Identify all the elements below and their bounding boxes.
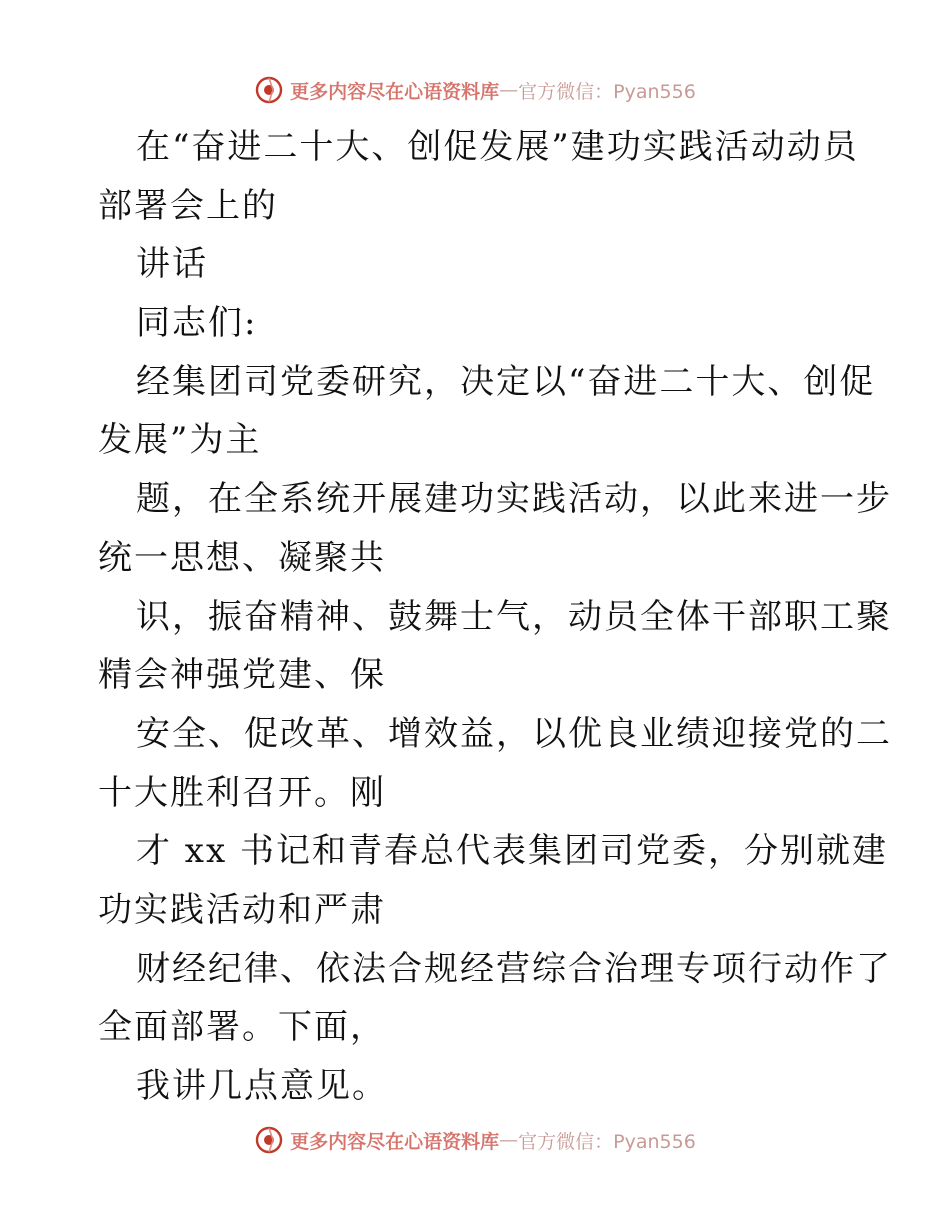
logo-icon bbox=[254, 1125, 284, 1155]
body-line: 题，在全系统开展建功实践活动，以此来进一步 bbox=[136, 479, 892, 520]
header-watermark bbox=[0, 70, 950, 110]
body-line: 安全、促改革、增效益，以优良业绩迎接党的二 bbox=[136, 713, 892, 754]
body-line: 功实践活动和严肃 bbox=[98, 889, 386, 930]
body-line: 识，振奋精神、鼓舞士气，动员全体干部职工聚 bbox=[136, 596, 892, 637]
logo-icon bbox=[254, 75, 284, 105]
footer-watermark-main: 更多内容尽在心语资料库 bbox=[290, 1130, 500, 1153]
body-line: 部署会上的 bbox=[98, 185, 278, 226]
footer-watermark-sub: 官方微信：Pyan556 bbox=[518, 1130, 696, 1153]
header-watermark-main: 更多内容尽在心语资料库 bbox=[290, 80, 500, 103]
footer-watermark bbox=[0, 1120, 950, 1160]
body-line: 经集团司党委研究，决定以“奋进二十大、创促 bbox=[136, 361, 876, 402]
body-line: 精会神强党建、保 bbox=[98, 655, 386, 696]
body-line: 同志们: bbox=[136, 303, 258, 344]
header-watermark-sub: 官方微信：Pyan556 bbox=[518, 80, 696, 103]
body-line: 在“奋进二十大、创促发展”建功实践活动动员 bbox=[136, 127, 859, 167]
header-watermark-sep: — bbox=[499, 79, 519, 101]
document-body bbox=[98, 118, 892, 1116]
body-line: 讲话 bbox=[136, 244, 208, 285]
body-line: 十大胜利召开。刚 bbox=[98, 772, 386, 813]
body-line: 全面部署。下面， bbox=[98, 1007, 386, 1048]
body-line: 统一思想、凝聚共 bbox=[98, 537, 386, 578]
body-line: 财经纪律、依法合规经营综合治理专项行动作了 bbox=[136, 948, 892, 989]
body-line: 我讲几点意见。 bbox=[136, 1066, 388, 1106]
footer-watermark-sep: — bbox=[499, 1129, 519, 1151]
body-line: 发展”为主 bbox=[98, 420, 262, 461]
body-line: 才 xx 书记和青春总代表集团司党委，分别就建 bbox=[136, 831, 888, 872]
